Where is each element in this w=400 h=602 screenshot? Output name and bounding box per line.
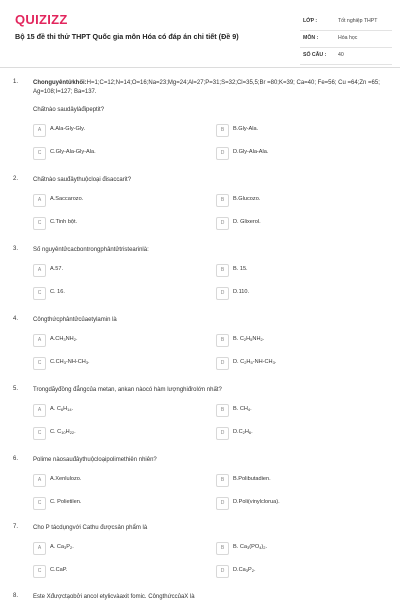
option-letter: D xyxy=(216,287,229,300)
option-letter: C xyxy=(33,147,46,160)
option-text: A.57. xyxy=(50,266,64,272)
option-letter: D xyxy=(216,565,229,578)
meta-row-subject xyxy=(300,31,392,48)
option-text: A.Xenlulozo. xyxy=(50,476,82,482)
option-text: B. $CH_4$. xyxy=(233,406,252,412)
option-letter: B xyxy=(216,124,229,137)
question-text: Cho P tácdụngvới Cathu đượcsản phẩm là xyxy=(33,525,148,531)
worksheet-title: Bộ 15 đề thi thử THPT Quốc gia môn Hóa có đáp án chi tiết (Đề 9) xyxy=(15,32,239,41)
question-text: Chấtnào sauđâythuộcloại đisaccarit? xyxy=(33,177,132,183)
question-number: 6. xyxy=(13,456,19,462)
option-text: B. $Ca_3(PO_4)_2$. xyxy=(233,544,268,550)
option-letter: D xyxy=(216,147,229,160)
option-text: A.Saccarozo. xyxy=(50,196,84,202)
quizizz-logo[interactable]: QUIZIZZ xyxy=(15,12,68,27)
option-text: A.Ala-Gly-Gly. xyxy=(50,126,86,132)
option-letter: A xyxy=(33,334,46,347)
meta-value: 40 xyxy=(338,52,344,58)
question-text: Số nguyêntửcacbontrongphântửtristearinlà: xyxy=(33,247,149,253)
meta-row-class xyxy=(300,14,392,31)
option-text: $D.C_2H_6$. xyxy=(233,429,253,435)
meta-row-question-count xyxy=(300,48,392,65)
meta-value: Hóa học xyxy=(338,35,358,41)
option-text: D.Gly-Ala-Ala. xyxy=(233,149,269,155)
question-number: 7. xyxy=(13,524,19,530)
option-letter: C xyxy=(33,287,46,300)
option-letter: C xyxy=(33,565,46,578)
option-letter: B xyxy=(216,542,229,555)
question-number: 3. xyxy=(13,246,19,252)
option-text: A. $Ca_3P_2$. xyxy=(50,544,74,550)
option-text: B.Glucozo. xyxy=(233,196,261,202)
option-letter: C xyxy=(33,217,46,230)
option-letter: D xyxy=(216,427,229,440)
option-text: C.CaP. xyxy=(50,567,68,573)
option-letter: B xyxy=(216,264,229,277)
option-letter: B xyxy=(216,474,229,487)
meta-label: LỚP : xyxy=(303,18,318,24)
option-letter: D xyxy=(216,217,229,230)
option-text: B. $C_2H_5NH_2$. xyxy=(233,336,265,342)
option-text: C. $C_{10}H_{22}$. xyxy=(50,429,76,435)
meta-label: SỐ CÂU : xyxy=(303,52,327,58)
option-text: $A.CH_3NH_2$. xyxy=(50,336,78,342)
meta-label: MÔN : xyxy=(303,35,319,41)
option-text: B. 15. xyxy=(233,266,248,272)
question-intro xyxy=(33,79,383,97)
option-text: B.Polibutadien. xyxy=(233,476,271,482)
option-letter: B xyxy=(216,194,229,207)
option-text: D.Poli(vinylclorua). xyxy=(233,499,280,505)
question-text: Polime nàosauđâythuộcloạipolimethiên nhiên? xyxy=(33,457,157,463)
option-text: B.Gly-Ala. xyxy=(233,126,259,132)
option-letter: A xyxy=(33,404,46,417)
atomic-masses: H=1;C=12;N=14;O=16;Na=23;Mg=24;Al=27;P=31;S=32;Cl=35,5;Br =80;K=39; Ca=40; Fe=56; Cu =64;Zn =65; Ag=108;I=127; Ba=137. xyxy=(33,80,380,95)
option-letter: A xyxy=(33,264,46,277)
question-text: Trongdãyđồng đẳngcủa metan, ankan nàocó hàm lượnghiđrolớn nhất? xyxy=(33,387,222,393)
option-letter: C xyxy=(33,427,46,440)
option-text: D. Glixerol. xyxy=(233,219,261,225)
question-text: Côngthứcphântửcủaetylamin là xyxy=(33,317,117,323)
option-text: C. Polietilen. xyxy=(50,499,82,505)
question-text: Chấtnào saudâylàđipeptit? xyxy=(33,107,105,113)
meta-value: Tốt nghiệp THPT xyxy=(338,18,378,24)
option-text: C. 16. xyxy=(50,289,65,295)
option-letter: C xyxy=(33,357,46,370)
option-letter: B xyxy=(216,404,229,417)
option-letter: A xyxy=(33,542,46,555)
question-intro-label: Chonguyêntửkhối: xyxy=(33,80,87,86)
option-text: C.Tinh bột. xyxy=(50,219,78,225)
option-letter: A xyxy=(33,194,46,207)
question-number: 1. xyxy=(13,79,19,85)
option-text: D. $C_2H_5-NH-CH_3$. xyxy=(233,359,277,365)
question-number: 2. xyxy=(13,176,19,182)
worksheet-header xyxy=(0,0,400,66)
option-letter: C xyxy=(33,497,46,510)
option-letter: A xyxy=(33,124,46,137)
option-letter: D xyxy=(216,497,229,510)
question-number: 8. xyxy=(13,593,19,599)
option-letter: B xyxy=(216,334,229,347)
option-text: $D.Ca_3P_2$. xyxy=(233,567,256,573)
option-letter: A xyxy=(33,474,46,487)
option-letter: D xyxy=(216,357,229,370)
option-text: $C.CH_3-NH-CH_3$. xyxy=(50,359,90,365)
question-number: 4. xyxy=(13,316,19,322)
question-text: Este Xđượctạobởi ancol etylicvàaxit fomic. CôngthứccủaX là xyxy=(33,594,195,600)
worksheet-meta-table xyxy=(300,14,392,65)
option-text: C.Gly-Ala-Gly-Ala. xyxy=(50,149,96,155)
option-text: D.110. xyxy=(233,289,250,295)
option-text: A. $C_6H_{14}$. xyxy=(50,406,74,412)
question-number: 5. xyxy=(13,386,19,392)
header-divider xyxy=(0,67,400,68)
